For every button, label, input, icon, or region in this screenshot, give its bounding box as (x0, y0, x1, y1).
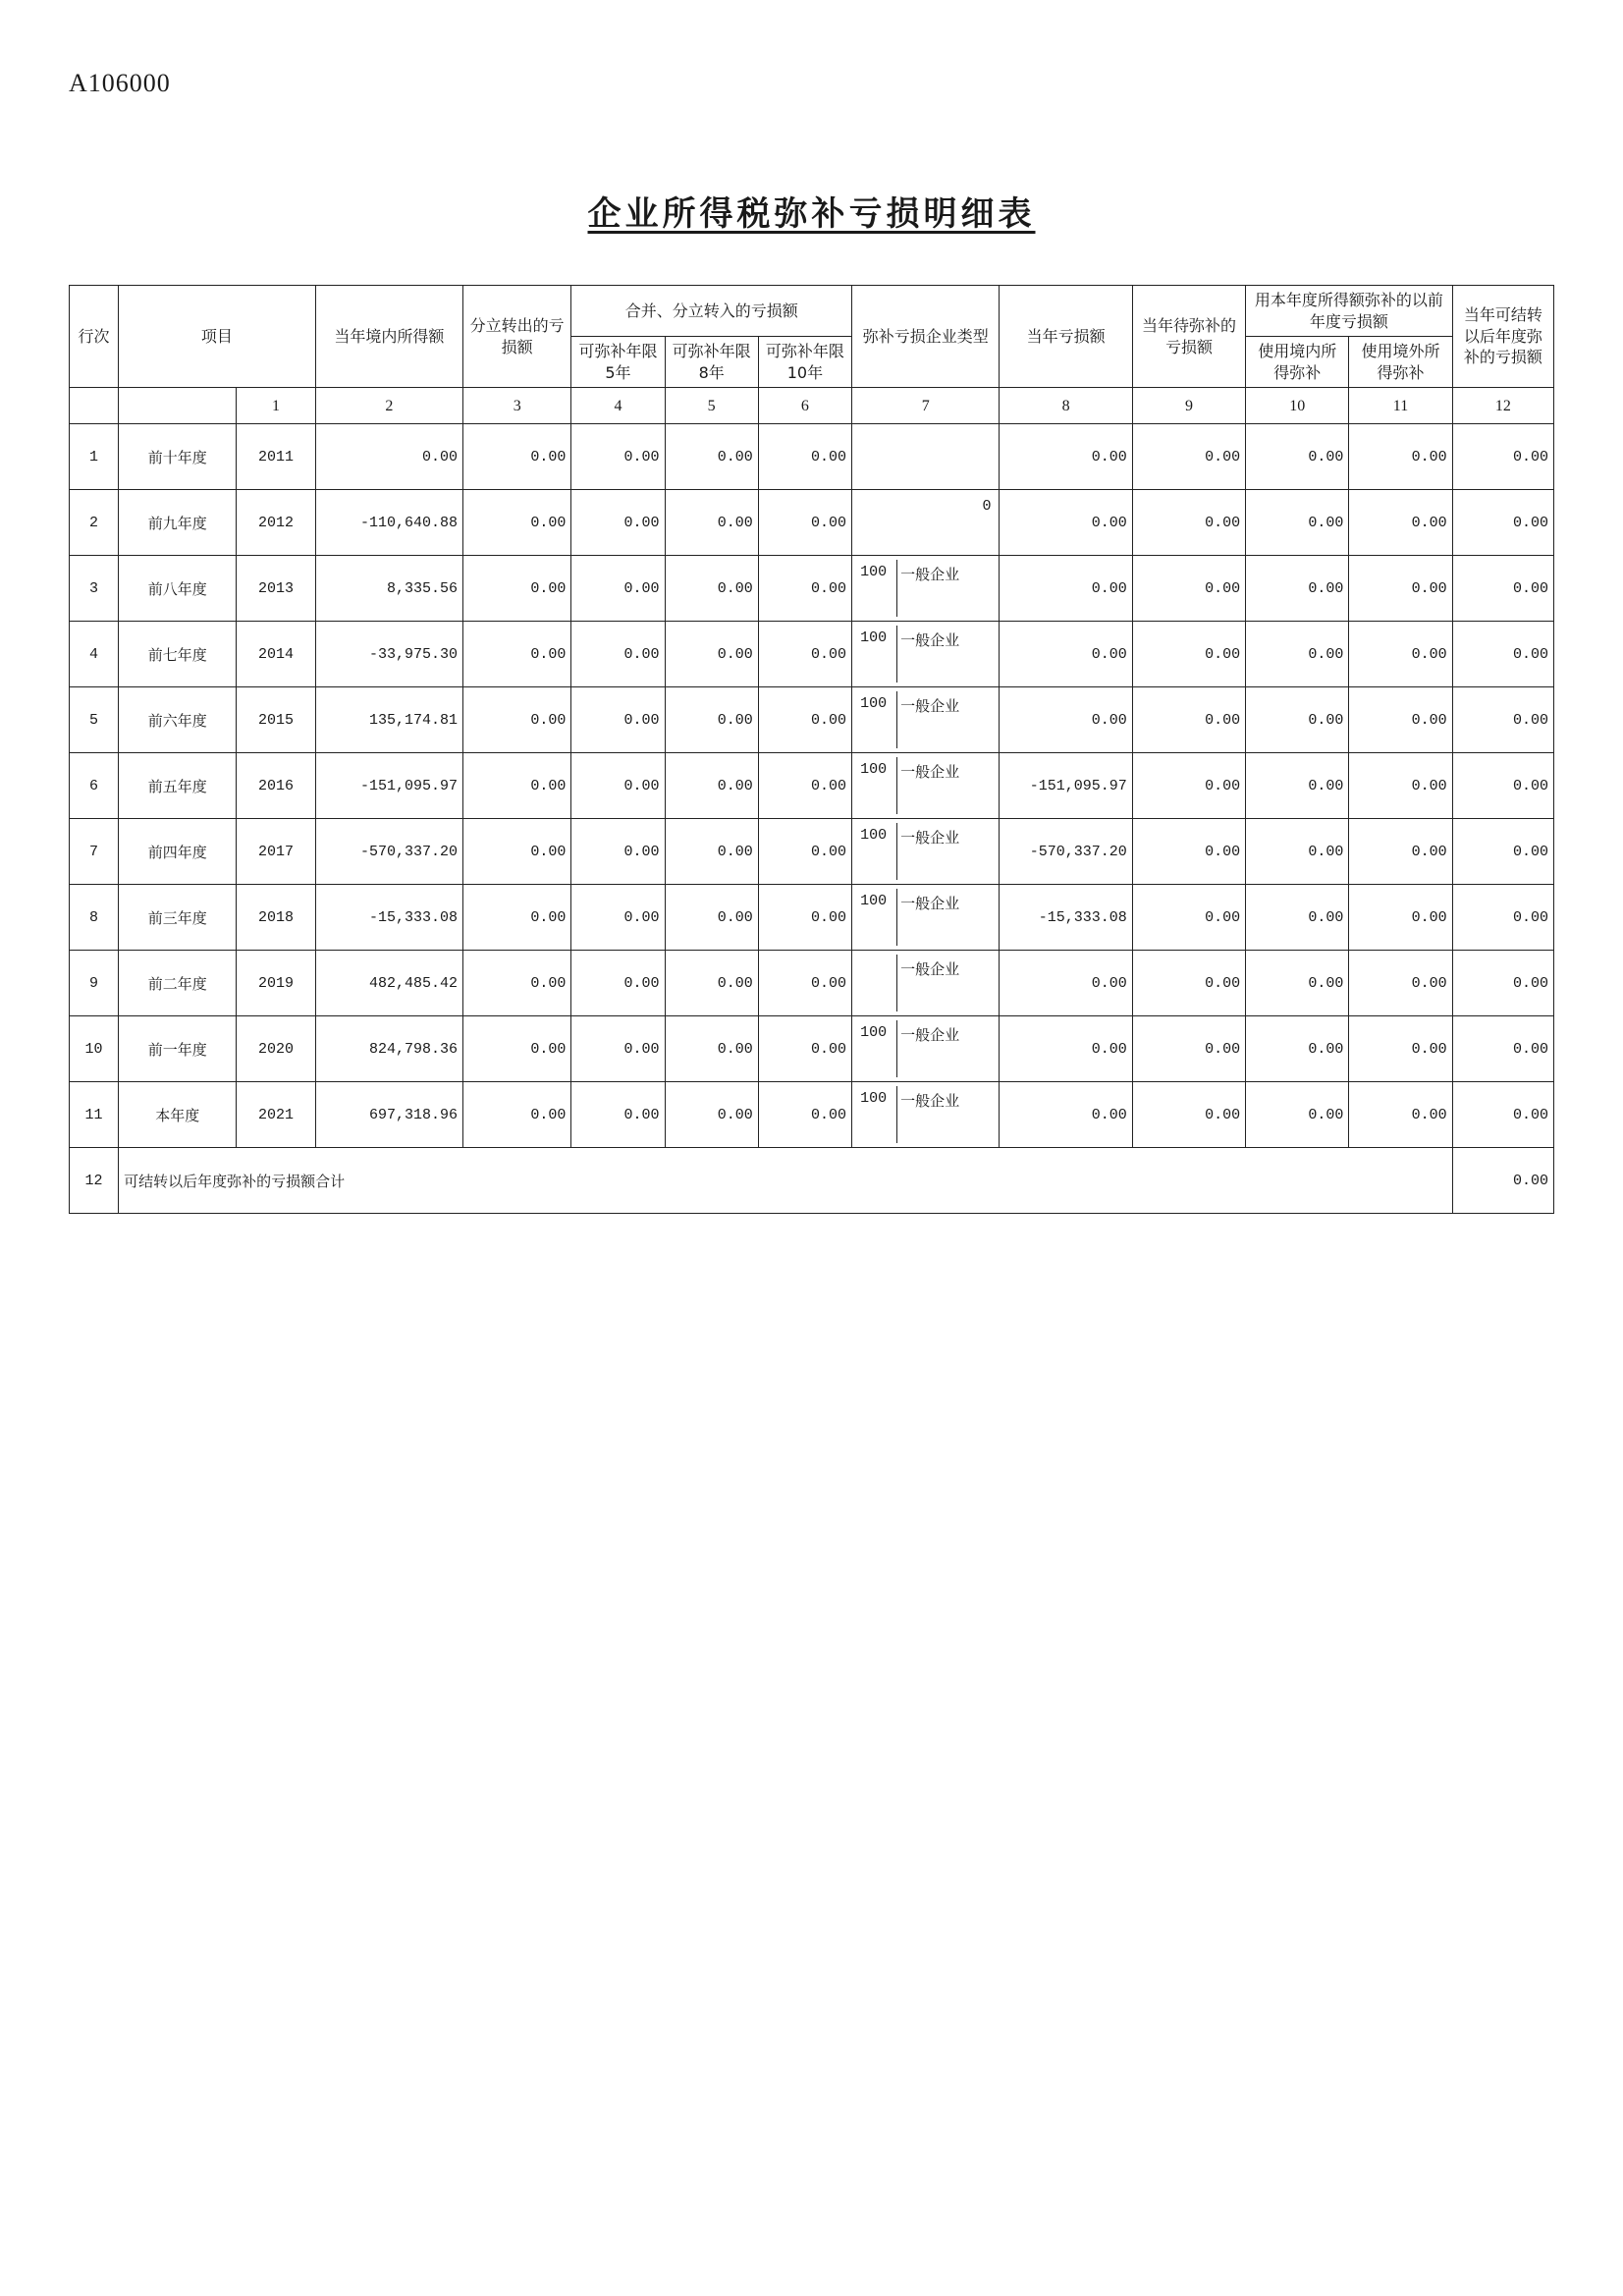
row-used-domestic: 0.00 (1246, 424, 1349, 490)
row-year: 2017 (237, 819, 315, 885)
row-used-domestic: 0.00 (1246, 1016, 1349, 1082)
row-current-loss: -151,095.97 (1000, 753, 1132, 819)
enterprise-type-code (857, 428, 896, 485)
header-carry-forward: 当年可结转以后年度弥补的亏损额 (1452, 286, 1553, 388)
row-used-foreign: 0.00 (1349, 1016, 1452, 1082)
total-row-label: 可结转以后年度弥补的亏损额合计 (119, 1148, 1453, 1214)
row-used-foreign: 0.00 (1349, 819, 1452, 885)
row-current-loss: 0.00 (1000, 1082, 1132, 1148)
colnum: 12 (1452, 388, 1553, 424)
row-current-loss: 0.00 (1000, 951, 1132, 1016)
row-no: 6 (70, 753, 119, 819)
row-no: 4 (70, 622, 119, 687)
row-no: 1 (70, 424, 119, 490)
enterprise-type-code (857, 955, 896, 1011)
row-current-loss: 0.00 (1000, 1016, 1132, 1082)
row-used-foreign: 0.00 (1349, 1082, 1452, 1148)
row-limit-10: 0.00 (758, 819, 851, 885)
enterprise-type-name: 一般企业 (896, 1020, 994, 1077)
table-row (70, 556, 1554, 622)
row-limit-10: 0.00 (758, 556, 851, 622)
enterprise-type-name: 一般企业 (896, 889, 994, 946)
row-item: 前一年度 (119, 1016, 237, 1082)
colnum: 11 (1349, 388, 1452, 424)
header-used-domestic: 使用境内所得弥补 (1246, 337, 1349, 388)
colnum: 10 (1246, 388, 1349, 424)
header-used-foreign: 使用境外所得弥补 (1349, 337, 1452, 388)
row-used-domestic: 0.00 (1246, 951, 1349, 1016)
header-limit-10: 可弥补年限10年 (758, 337, 851, 388)
enterprise-type-code: 100 (860, 629, 888, 647)
row-limit-8: 0.00 (665, 556, 758, 622)
row-split-out-loss: 0.00 (463, 1082, 571, 1148)
row-used-foreign: 0.00 (1349, 490, 1452, 556)
row-used-foreign: 0.00 (1349, 885, 1452, 951)
document-title: 企业所得税弥补亏损明细表 (587, 194, 1036, 234)
row-domestic-income: -33,975.30 (315, 622, 462, 687)
enterprise-type-code: 100 (860, 564, 888, 581)
row-no: 2 (70, 490, 119, 556)
row-current-loss: -570,337.20 (1000, 819, 1132, 885)
loss-carryforward-table (69, 285, 1554, 1214)
row-used-foreign: 0.00 (1349, 951, 1452, 1016)
row-limit-5: 0.00 (571, 753, 665, 819)
row-limit-5: 0.00 (571, 556, 665, 622)
row-limit-10: 0.00 (758, 622, 851, 687)
row-limit-8: 0.00 (665, 819, 758, 885)
row-domestic-income: 135,174.81 (315, 687, 462, 753)
enterprise-type-code: 100 (860, 893, 888, 910)
row-used-foreign: 0.00 (1349, 753, 1452, 819)
enterprise-type-name: 一般企业 (896, 757, 994, 814)
row-limit-8: 0.00 (665, 1082, 758, 1148)
row-carry-forward: 0.00 (1452, 951, 1553, 1016)
row-pending-loss: 0.00 (1132, 424, 1245, 490)
row-split-out-loss: 0.00 (463, 622, 571, 687)
colnum: 7 (852, 388, 1000, 424)
row-enterprise-type (852, 819, 1000, 885)
enterprise-type-name: 一般企业 (896, 955, 994, 1011)
row-domestic-income: -110,640.88 (315, 490, 462, 556)
row-pending-loss: 0.00 (1132, 885, 1245, 951)
form-code: A106000 (69, 69, 171, 97)
header-split-out-loss: 分立转出的亏损额 (463, 286, 571, 388)
table-row (70, 951, 1554, 1016)
enterprise-type-name: 一般企业 (896, 1086, 994, 1143)
row-year: 2011 (237, 424, 315, 490)
row-item: 前九年度 (119, 490, 237, 556)
table-row (70, 1082, 1554, 1148)
row-used-foreign: 0.00 (1349, 424, 1452, 490)
row-no: 9 (70, 951, 119, 1016)
enterprise-type-name: 0 (982, 498, 992, 516)
colnum: 9 (1132, 388, 1245, 424)
row-used-domestic: 0.00 (1246, 622, 1349, 687)
row-domestic-income: -570,337.20 (315, 819, 462, 885)
row-limit-10: 0.00 (758, 885, 851, 951)
row-limit-8: 0.00 (665, 951, 758, 1016)
row-year: 2020 (237, 1016, 315, 1082)
row-no: 10 (70, 1016, 119, 1082)
row-year: 2021 (237, 1082, 315, 1148)
column-number-row (70, 388, 1554, 424)
row-used-domestic: 0.00 (1246, 687, 1349, 753)
row-carry-forward: 0.00 (1452, 687, 1553, 753)
row-enterprise-type (852, 424, 1000, 490)
row-split-out-loss: 0.00 (463, 885, 571, 951)
row-limit-8: 0.00 (665, 1016, 758, 1082)
row-enterprise-type (852, 490, 1000, 556)
row-enterprise-type (852, 1016, 1000, 1082)
row-carry-forward: 0.00 (1452, 556, 1553, 622)
enterprise-type-name: 一般企业 (896, 626, 994, 683)
row-split-out-loss: 0.00 (463, 424, 571, 490)
row-no: 7 (70, 819, 119, 885)
row-limit-10: 0.00 (758, 687, 851, 753)
row-split-out-loss: 0.00 (463, 556, 571, 622)
table-row (70, 622, 1554, 687)
row-item: 前六年度 (119, 687, 237, 753)
row-used-foreign: 0.00 (1349, 556, 1452, 622)
loss-table-container (69, 285, 1554, 1214)
enterprise-type-name (896, 428, 994, 485)
row-enterprise-type (852, 753, 1000, 819)
row-pending-loss: 0.00 (1132, 687, 1245, 753)
row-year: 2015 (237, 687, 315, 753)
row-limit-5: 0.00 (571, 687, 665, 753)
table-row (70, 819, 1554, 885)
row-used-foreign: 0.00 (1349, 687, 1452, 753)
row-domestic-income: 8,335.56 (315, 556, 462, 622)
table-row (70, 1016, 1554, 1082)
colnum: 1 (237, 388, 315, 424)
row-pending-loss: 0.00 (1132, 490, 1245, 556)
row-limit-5: 0.00 (571, 490, 665, 556)
row-domestic-income: 697,318.96 (315, 1082, 462, 1148)
row-carry-forward: 0.00 (1452, 819, 1553, 885)
row-domestic-income: 824,798.36 (315, 1016, 462, 1082)
row-used-domestic: 0.00 (1246, 885, 1349, 951)
row-enterprise-type (852, 556, 1000, 622)
row-carry-forward: 0.00 (1452, 1082, 1553, 1148)
row-item: 前十年度 (119, 424, 237, 490)
table-row (70, 885, 1554, 951)
enterprise-type-code: 100 (860, 1024, 888, 1042)
row-no: 11 (70, 1082, 119, 1148)
row-current-loss: 0.00 (1000, 424, 1132, 490)
row-item: 本年度 (119, 1082, 237, 1148)
colnum-blank (70, 388, 119, 424)
row-year: 2012 (237, 490, 315, 556)
row-carry-forward: 0.00 (1452, 1016, 1553, 1082)
row-limit-5: 0.00 (571, 951, 665, 1016)
row-split-out-loss: 0.00 (463, 753, 571, 819)
row-carry-forward: 0.00 (1452, 622, 1553, 687)
row-split-out-loss: 0.00 (463, 1016, 571, 1082)
row-limit-8: 0.00 (665, 490, 758, 556)
colnum: 6 (758, 388, 851, 424)
row-limit-10: 0.00 (758, 753, 851, 819)
row-carry-forward: 0.00 (1452, 490, 1553, 556)
colnum: 5 (665, 388, 758, 424)
row-current-loss: 0.00 (1000, 622, 1132, 687)
row-limit-5: 0.00 (571, 1016, 665, 1082)
row-pending-loss: 0.00 (1132, 951, 1245, 1016)
row-no: 8 (70, 885, 119, 951)
header-current-loss: 当年亏损额 (1000, 286, 1132, 388)
row-carry-forward: 0.00 (1452, 424, 1553, 490)
colnum: 4 (571, 388, 665, 424)
row-pending-loss: 0.00 (1132, 1016, 1245, 1082)
row-limit-10: 0.00 (758, 490, 851, 556)
row-item: 前二年度 (119, 951, 237, 1016)
row-enterprise-type (852, 1082, 1000, 1148)
row-year: 2014 (237, 622, 315, 687)
total-row-value: 0.00 (1452, 1148, 1553, 1214)
total-row (70, 1148, 1554, 1214)
table-row (70, 753, 1554, 819)
row-limit-10: 0.00 (758, 951, 851, 1016)
enterprise-type-name: 一般企业 (896, 691, 994, 748)
row-split-out-loss: 0.00 (463, 951, 571, 1016)
enterprise-type-code: 100 (860, 1090, 888, 1108)
row-limit-5: 0.00 (571, 885, 665, 951)
enterprise-type-code (857, 494, 896, 551)
row-current-loss: -15,333.08 (1000, 885, 1132, 951)
header-item: 项目 (119, 286, 316, 388)
table-row (70, 490, 1554, 556)
row-domestic-income: -151,095.97 (315, 753, 462, 819)
row-used-domestic: 0.00 (1246, 819, 1349, 885)
row-limit-8: 0.00 (665, 885, 758, 951)
row-limit-8: 0.00 (665, 622, 758, 687)
row-item: 前七年度 (119, 622, 237, 687)
row-limit-10: 0.00 (758, 1082, 851, 1148)
table-body (70, 424, 1554, 1148)
row-enterprise-type (852, 687, 1000, 753)
row-pending-loss: 0.00 (1132, 819, 1245, 885)
row-domestic-income: 482,485.42 (315, 951, 462, 1016)
header-pending-loss: 当年待弥补的亏损额 (1132, 286, 1245, 388)
row-year: 2013 (237, 556, 315, 622)
row-pending-loss: 0.00 (1132, 753, 1245, 819)
enterprise-type-name: 一般企业 (896, 560, 994, 617)
row-split-out-loss: 0.00 (463, 819, 571, 885)
row-item: 前五年度 (119, 753, 237, 819)
row-split-out-loss: 0.00 (463, 687, 571, 753)
header-row-no: 行次 (70, 286, 119, 388)
row-limit-5: 0.00 (571, 1082, 665, 1148)
row-used-domestic: 0.00 (1246, 1082, 1349, 1148)
header-limit-8: 可弥补年限8年 (665, 337, 758, 388)
row-current-loss: 0.00 (1000, 687, 1132, 753)
colnum: 2 (315, 388, 462, 424)
row-used-domestic: 0.00 (1246, 556, 1349, 622)
enterprise-type-code: 100 (860, 761, 888, 779)
row-enterprise-type (852, 885, 1000, 951)
table-row (70, 424, 1554, 490)
row-limit-5: 0.00 (571, 819, 665, 885)
row-current-loss: 0.00 (1000, 490, 1132, 556)
row-domestic-income: -15,333.08 (315, 885, 462, 951)
header-used-group: 用本年度所得额弥补的以前年度亏损额 (1246, 286, 1453, 337)
row-limit-10: 0.00 (758, 1016, 851, 1082)
enterprise-type-code: 100 (860, 827, 888, 845)
enterprise-type-code: 100 (860, 695, 888, 713)
row-year: 2018 (237, 885, 315, 951)
row-limit-10: 0.00 (758, 424, 851, 490)
row-no: 5 (70, 687, 119, 753)
header-limit-5: 可弥补年限5年 (571, 337, 665, 388)
row-domestic-income: 0.00 (315, 424, 462, 490)
row-limit-5: 0.00 (571, 622, 665, 687)
row-limit-8: 0.00 (665, 687, 758, 753)
row-limit-8: 0.00 (665, 753, 758, 819)
table-row (70, 687, 1554, 753)
header-enterprise-type: 弥补亏损企业类型 (852, 286, 1000, 388)
row-item: 前三年度 (119, 885, 237, 951)
total-row-no: 12 (70, 1148, 119, 1214)
row-carry-forward: 0.00 (1452, 885, 1553, 951)
header-domestic-income: 当年境内所得额 (315, 286, 462, 388)
colnum: 3 (463, 388, 571, 424)
row-limit-5: 0.00 (571, 424, 665, 490)
row-pending-loss: 0.00 (1132, 556, 1245, 622)
row-enterprise-type (852, 622, 1000, 687)
row-pending-loss: 0.00 (1132, 622, 1245, 687)
row-split-out-loss: 0.00 (463, 490, 571, 556)
colnum-blank (119, 388, 237, 424)
row-current-loss: 0.00 (1000, 556, 1132, 622)
enterprise-type-name: 一般企业 (896, 823, 994, 880)
row-pending-loss: 0.00 (1132, 1082, 1245, 1148)
row-limit-8: 0.00 (665, 424, 758, 490)
row-year: 2019 (237, 951, 315, 1016)
row-carry-forward: 0.00 (1452, 753, 1553, 819)
row-item: 前八年度 (119, 556, 237, 622)
row-used-domestic: 0.00 (1246, 753, 1349, 819)
header-merge-group: 合并、分立转入的亏损额 (571, 286, 852, 337)
row-item: 前四年度 (119, 819, 237, 885)
row-no: 3 (70, 556, 119, 622)
row-used-domestic: 0.00 (1246, 490, 1349, 556)
colnum: 8 (1000, 388, 1132, 424)
row-used-foreign: 0.00 (1349, 622, 1452, 687)
row-enterprise-type (852, 951, 1000, 1016)
row-year: 2016 (237, 753, 315, 819)
